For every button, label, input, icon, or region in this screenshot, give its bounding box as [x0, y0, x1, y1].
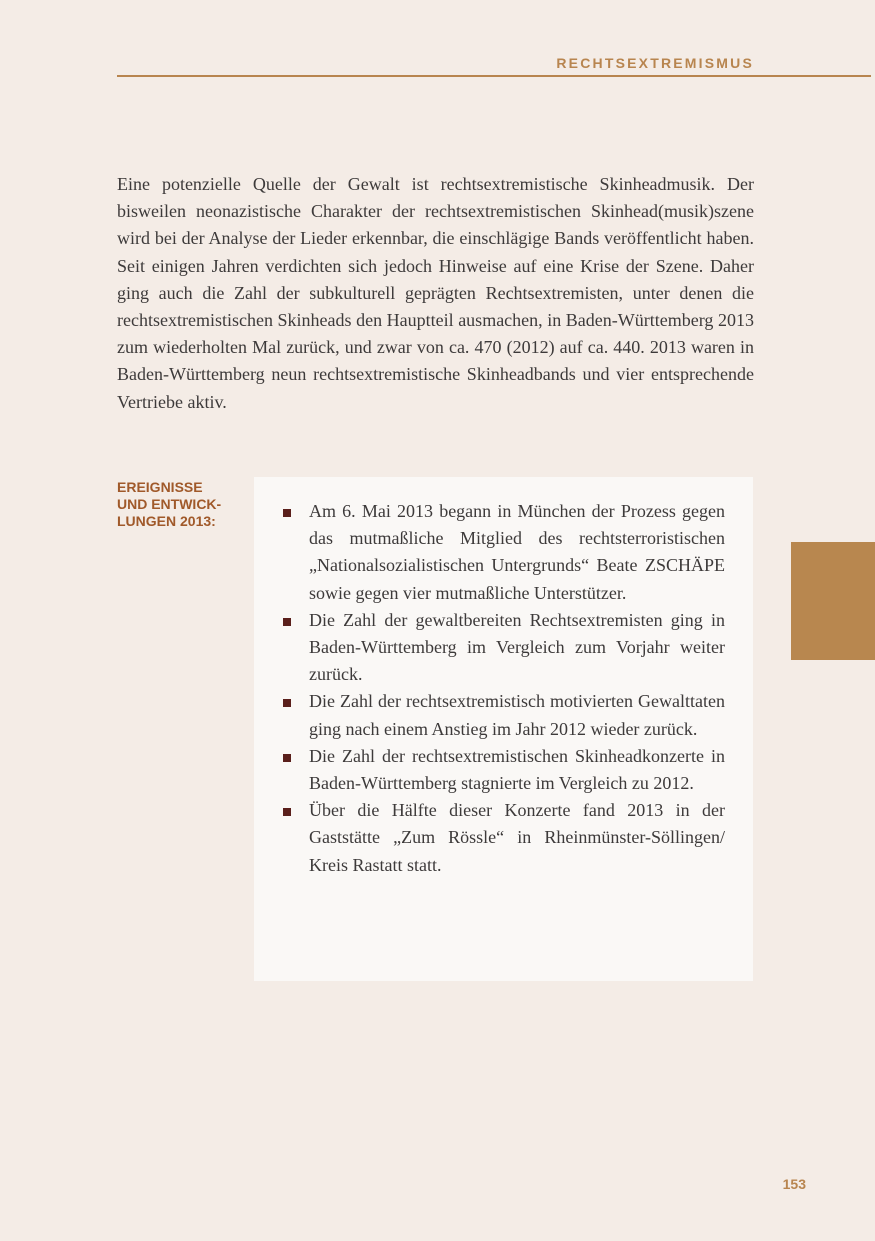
intro-paragraph: Eine potenzielle Quelle der Gewalt ist rechtsextremistische Skinheadmusik. Der bisweilen neonazistische Charakter der rechtsextremistischen Skinhead(musik)szene wird bei der Analyse der Lieder erkennbar, die einschlägige Bands veröffentlicht haben. Seit einigen Jahren verdichten sich jedoch Hinweise auf eine Krise der Szene. Daher ging auch die Zahl der subkulturell geprägten Rechtsextremisten, unter denen die rechtsextremistischen Skinheads den Hauptteil ausmachen, in Baden-Württemberg 2013 zum wiederholten Mal zurück, und zwar von ca. 470 (2012) auf ca. 440. 2013 waren in Baden-Württemberg neun rechtsextremistische Skinheadbands und vier entsprechende Vertriebe aktiv. [117, 174, 754, 412]
events-list-item [282, 797, 725, 879]
events-item-text: Die Zahl der rechtsextremistisch motivierten Gewalttaten ging nach einem Anstieg im Jahr 2012 wieder zurück. [309, 691, 725, 739]
chapter-thumb-tab [791, 542, 875, 660]
events-list-item [282, 688, 725, 742]
square-bullet-icon [283, 754, 291, 762]
events-box [254, 477, 753, 981]
events-item-text: Über die Hälfte dieser Konzerte fand 2013 in der Gaststätte „Zum Rössle“ in Rheinmünster-Söllingen/ Kreis Rastatt statt. [309, 800, 725, 875]
running-head: RECHTSEXTREMISMUS [556, 55, 754, 71]
events-label-line: UND ENTWICK- [117, 496, 222, 512]
events-label [117, 479, 252, 530]
header-rule [117, 75, 871, 77]
events-list-item [282, 743, 725, 797]
events-label-line: LUNGEN 2013: [117, 513, 216, 529]
page-number: 153 [782, 1176, 806, 1192]
events-list-item [282, 498, 725, 607]
square-bullet-icon [283, 699, 291, 707]
events-item-text: Die Zahl der rechtsextremistischen Skinheadkonzerte in Baden-Württemberg stagnierte im Vergleich zu 2012. [309, 745, 725, 794]
events-item-text: Am 6. Mai 2013 begann in München der Prozess gegen das mutmaßliche Mitglied des rechtsterroristischen „Nationalsozialistischen Untergrunds“ Beate ZSCHÄPE sowie gegen vier mutmaßliche Unterstützer. [309, 501, 725, 603]
events-list [282, 498, 725, 879]
square-bullet-icon [283, 618, 291, 626]
events-list-item [282, 607, 725, 689]
events-item-text: Die Zahl der gewaltbereiten Rechtsextremisten ging in Baden-Württemberg im Vergleich zum Vorjahr weiter zurück. [309, 609, 725, 685]
square-bullet-icon [283, 509, 291, 517]
events-label-line: EREIGNISSE [117, 479, 203, 495]
square-bullet-icon [283, 808, 291, 816]
